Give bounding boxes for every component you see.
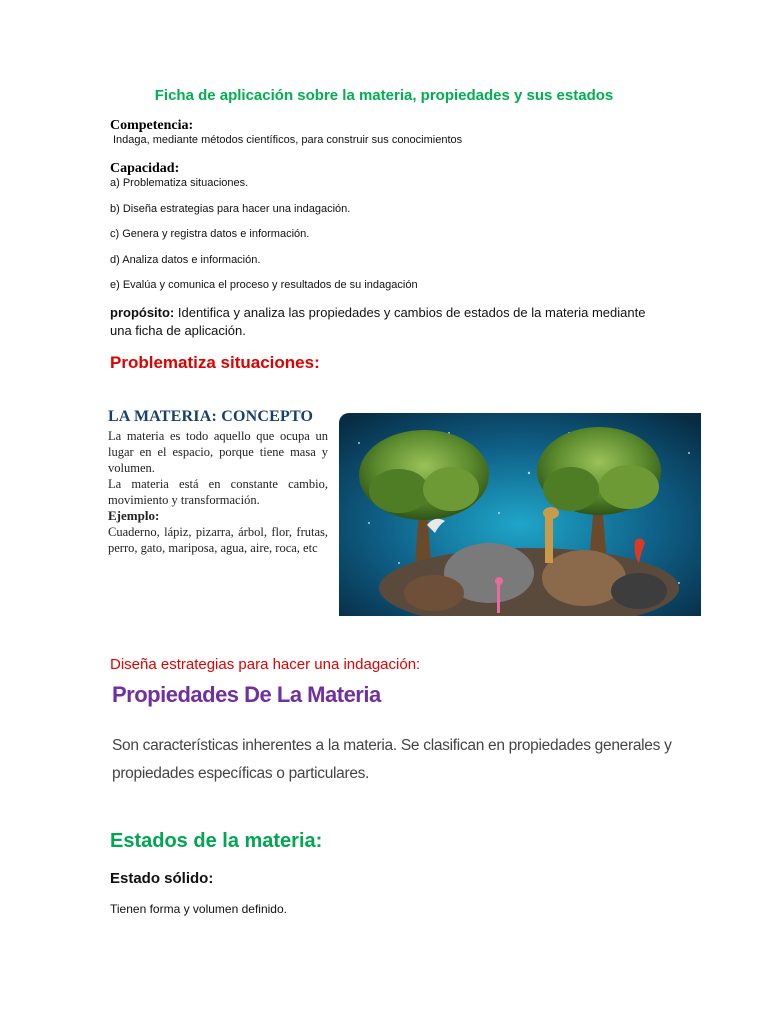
competencia-heading: Competencia: <box>110 118 194 133</box>
properties-text: Son características inherentes a la materia. Se clasifican en propiedades generales y propiedades específicas o particulares. <box>112 737 672 782</box>
proposito-text: Identifica y analiza las propiedades y cambios de estados de la materia mediante <box>174 305 646 320</box>
capacidad-item-e: e) Evalúa y comunica el proceso y resultados de su indagación <box>110 279 418 291</box>
section-estados-heading: Estados de la materia: <box>110 830 323 852</box>
competencia-text: Indaga, mediante métodos científicos, para construir sus conocimientos <box>113 134 463 146</box>
proposito-text-2: una ficha de aplicación. <box>110 323 246 338</box>
section-problematiza-heading: Problematiza situaciones: <box>110 353 320 372</box>
matter-illustration <box>339 413 701 616</box>
page-title: Ficha de aplicación sobre la materia, propiedades y sus estados <box>154 87 614 104</box>
concept-example-text: Cuaderno, lápiz, pizarra, árbol, flor, frutas, perro, gato, mariposa, agua, aire, roca, etc <box>108 525 328 555</box>
section-disena-heading: Diseña estrategias para hacer una indagación: <box>110 656 421 673</box>
concept-example-label: Ejemplo: <box>108 508 160 523</box>
concept-title: LA MATERIA: CONCEPTO <box>108 408 314 425</box>
proposito-paragraph <box>110 304 670 340</box>
concept-card <box>108 408 328 618</box>
capacidad-item-a: a) Problematiza situaciones. <box>110 177 249 189</box>
properties-title: Propiedades De La Materia <box>112 682 381 707</box>
capacidad-item-c: c) Genera y registra datos e información. <box>110 228 310 240</box>
solid-state-text: Tienen forma y volumen definido. <box>110 902 287 916</box>
capacidad-item-d: d) Analiza datos e información. <box>110 254 261 266</box>
proposito-label: propósito: <box>110 305 175 320</box>
capacidad-item-b: b) Diseña estrategias para hacer una indagación. <box>110 203 351 215</box>
capacidad-heading: Capacidad: <box>110 161 180 176</box>
concept-paragraph-1: La materia es todo aquello que ocupa un lugar en el espacio, porque tiene masa y volumen. <box>108 429 328 475</box>
concept-paragraph-2: La materia está en constante cambio, movimiento y transformación. <box>108 477 328 507</box>
solid-state-heading: Estado sólido: <box>110 870 214 887</box>
